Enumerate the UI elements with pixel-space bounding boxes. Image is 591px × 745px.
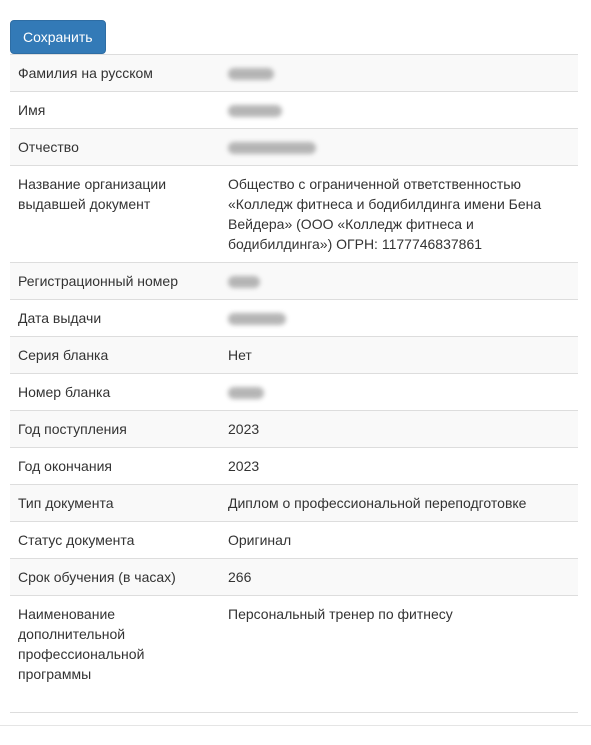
table-row [10,411,578,448]
toolbar [10,20,106,54]
field-value: Оригинал [220,522,578,559]
field-value [220,129,578,166]
redacted-value [228,105,282,117]
field-value [220,374,578,411]
field-label: Отчество [10,129,220,166]
field-label: Год окончания [10,448,220,485]
field-label: Дата выдачи [10,300,220,337]
field-label: Серия бланка [10,337,220,374]
field-label: Название организации выдавшей документ [10,166,220,263]
field-value: Диплом о профессиональной переподготовке [220,485,578,522]
table-row [10,300,578,337]
field-value: 266 [220,559,578,596]
divider [0,725,591,726]
field-label: Регистрационный номер [10,263,220,300]
field-label: Наименование дополнительной профессиональной программы [10,596,220,713]
table-row [10,522,578,559]
table-row [10,559,578,596]
table-row [10,337,578,374]
table-row [10,166,578,263]
redacted-value [228,276,260,288]
redacted-value [228,68,274,80]
field-value [220,300,578,337]
field-value [220,263,578,300]
table-row [10,129,578,166]
field-value: Нет [220,337,578,374]
table-row [10,55,578,92]
redacted-value [228,313,286,325]
field-value: Персональный тренер по фитнесу [220,596,578,713]
field-label: Тип документа [10,485,220,522]
table-row [10,485,578,522]
table-row [10,448,578,485]
table-row [10,263,578,300]
field-value: 2023 [220,448,578,485]
field-value [220,55,578,92]
field-value [220,92,578,129]
field-label: Фамилия на русском [10,55,220,92]
document-details-table [10,54,578,713]
table-row [10,374,578,411]
save-button[interactable]: Сохранить [10,20,106,54]
field-value: 2023 [220,411,578,448]
redacted-value [228,387,264,399]
field-value: Общество с ограниченной ответственностью «Колледж фитнеса и бодибилдинга имени Бена Вейдера» (ООО «Колледж фитнеса и бодибилдинга») ОГРН: 1177746837861 [220,166,578,263]
table-row [10,92,578,129]
field-label: Имя [10,92,220,129]
redacted-value [228,142,316,154]
field-label: Год поступления [10,411,220,448]
field-label: Срок обучения (в часах) [10,559,220,596]
field-label: Номер бланка [10,374,220,411]
table-row [10,596,578,713]
field-label: Статус документа [10,522,220,559]
